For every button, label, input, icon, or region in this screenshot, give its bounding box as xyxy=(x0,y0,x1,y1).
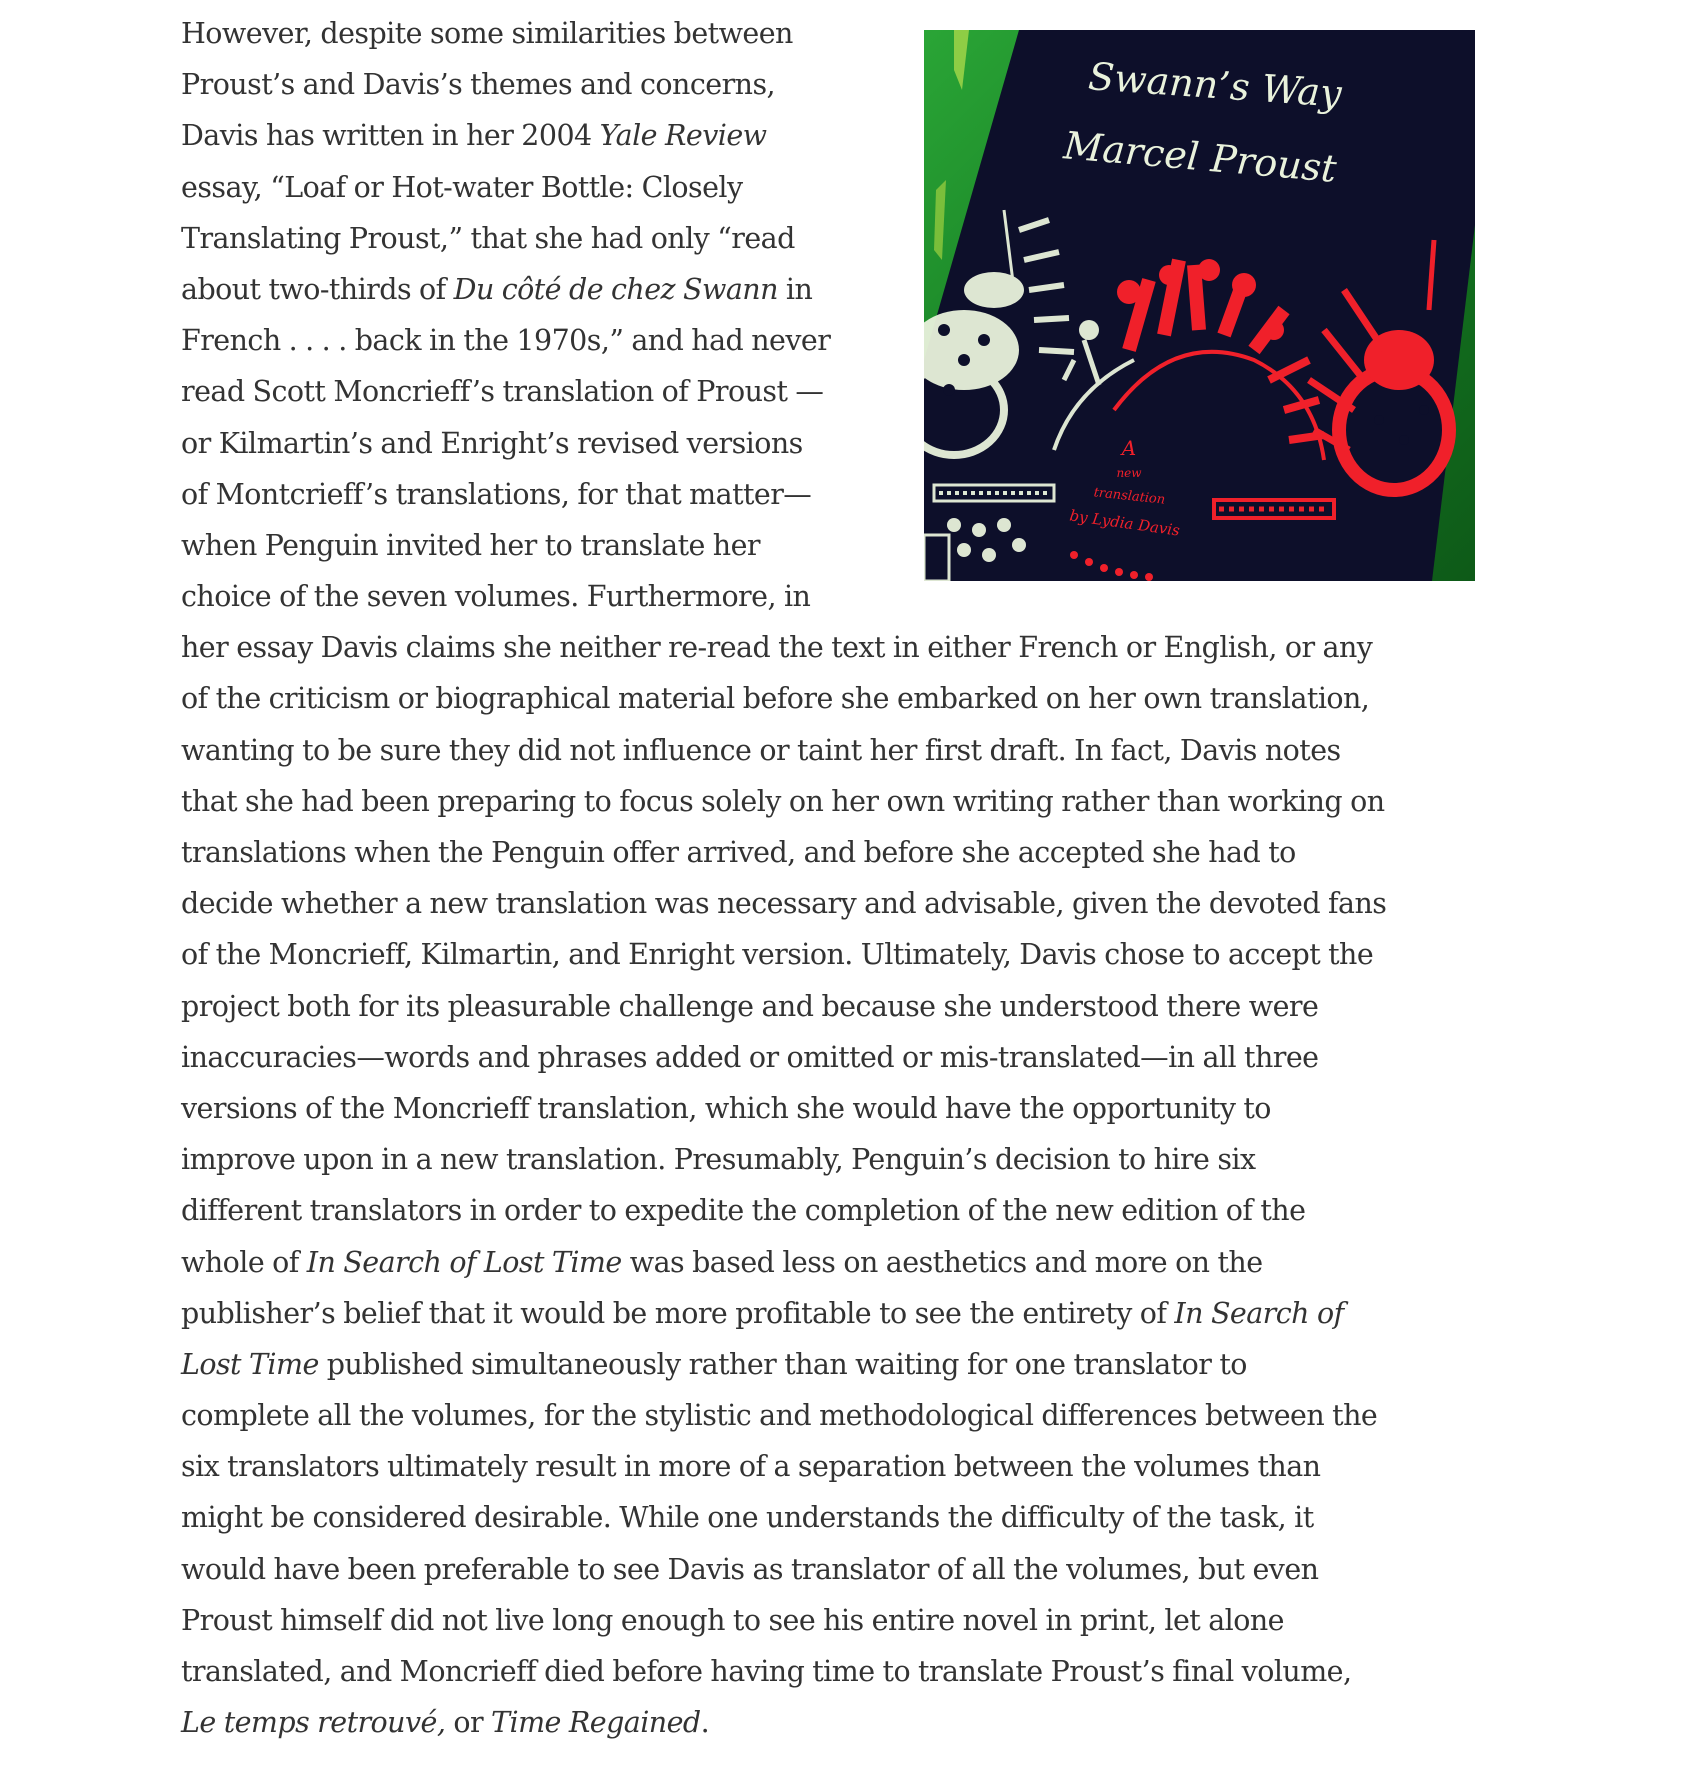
text-run: French . . . . back in the 1970s,” and had never xyxy=(181,324,831,358)
cover-tagline-a: A xyxy=(1121,436,1137,460)
text-line xyxy=(181,1185,1481,1236)
text-run: read Scott Moncrieff’s translation of Proust — xyxy=(181,375,824,409)
text-run: essay, “Loaf or Hot-water Bottle: Closely xyxy=(181,170,743,204)
book-cover-image xyxy=(924,30,1475,581)
text-run: Proust himself did not live long enough to see his entire novel in print, let alone xyxy=(181,1603,1284,1637)
text-line xyxy=(181,827,1481,878)
cover-tagline-translator: by Lydia Davis xyxy=(1068,506,1181,540)
text-line xyxy=(181,622,1481,673)
text-run: Translating Proust,” that she had only “read xyxy=(181,221,795,255)
text-run: would have been preferable to see Davis as translator of all the volumes, but even xyxy=(181,1552,1319,1586)
italic-title: In Search of xyxy=(1174,1296,1344,1330)
italic-title: Le temps retrouvé, xyxy=(181,1706,446,1740)
text-line xyxy=(181,1237,1481,1288)
italic-title: Yale Review xyxy=(599,119,767,153)
cover-tagline-new: new xyxy=(1116,466,1142,480)
italic-title: Du côté de chez Swann xyxy=(453,272,778,306)
cover-author: Marcel Proust xyxy=(1061,123,1339,191)
text-run: Proust’s and Davis’s themes and concerns, xyxy=(181,68,776,102)
text-line xyxy=(181,1083,1481,1134)
text-run: whole of xyxy=(181,1245,307,1279)
text-run: versions of the Moncrieff translation, which she would have the opportunity to xyxy=(181,1091,1271,1125)
text-run: published simultaneously rather than waiting for one translator to xyxy=(318,1347,1247,1381)
italic-title: Time Regained xyxy=(491,1706,701,1740)
text-line xyxy=(181,1595,1481,1646)
text-run: or xyxy=(445,1706,492,1740)
text-run: improve upon in a new translation. Presumably, Penguin’s decision to hire six xyxy=(181,1143,1256,1177)
text-run: or Kilmartin’s and Enright’s revised versions xyxy=(181,426,803,460)
text-line xyxy=(181,1441,1481,1492)
text-run: project both for its pleasurable challenge and because she understood there were xyxy=(181,989,1319,1023)
cover-tagline-translation: translation xyxy=(1092,485,1166,508)
text-run: wanting to be sure they did not influence or taint her first draft. In fact, Davis notes xyxy=(181,733,1341,767)
text-line xyxy=(181,1544,1481,1595)
text-run: when Penguin invited her to translate her xyxy=(181,528,760,562)
text-run: However, despite some similarities between xyxy=(181,17,793,50)
text-run: Davis has written in her 2004 xyxy=(181,119,600,153)
text-run: choice of the seven volumes. Furthermore, in xyxy=(181,580,811,614)
text-run: publisher’s belief that it would be more profitable to see the entirety of xyxy=(181,1296,1175,1330)
text-run: inaccuracies—words and phrases added or omitted or mis-translated—in all three xyxy=(181,1040,1319,1074)
italic-title: In Search of Lost Time xyxy=(306,1245,622,1279)
text-run: that she had been preparing to focus solely on her own writing rather than working on xyxy=(181,784,1385,818)
book-cover-illustration xyxy=(924,30,1475,581)
text-run: might be considered desirable. While one understands the difficulty of the task, it xyxy=(181,1501,1314,1535)
text-run: her essay Davis claims she neither re-read the text in either French or English, or any xyxy=(181,631,1373,665)
text-line xyxy=(181,673,1481,724)
text-line xyxy=(181,776,1481,827)
text-line xyxy=(181,1390,1481,1441)
text-run: translated, and Moncrieff died before having time to translate Proust’s final volume, xyxy=(181,1655,1352,1688)
italic-title: Lost Time xyxy=(181,1347,319,1381)
text-run: of Montcrieff’s translations, for that matter— xyxy=(181,477,812,511)
text-run: decide whether a new translation was necessary and advisable, given the devoted fans xyxy=(181,887,1387,921)
text-line xyxy=(181,981,1481,1032)
text-line xyxy=(181,1646,1481,1697)
text-run: in xyxy=(777,272,813,306)
text-line xyxy=(181,1134,1481,1185)
text-line xyxy=(181,1492,1481,1543)
text-line xyxy=(181,1697,1481,1748)
text-run: six translators ultimately result in more of a separation between the volumes than xyxy=(181,1450,1321,1484)
text-line xyxy=(181,878,1481,929)
text-run: was based less on aesthetics and more on the xyxy=(621,1245,1263,1279)
text-line xyxy=(181,1032,1481,1083)
text-line xyxy=(181,1339,1481,1390)
text-run: about two-thirds of xyxy=(181,272,454,306)
text-run: different translators in order to expedite the completion of the new edition of the xyxy=(181,1194,1306,1228)
text-line xyxy=(181,929,1481,980)
text-run: of the Moncrieff, Kilmartin, and Enright version. Ultimately, Davis chose to accept the xyxy=(181,938,1374,972)
text-run: . xyxy=(700,1706,710,1740)
text-line xyxy=(181,1288,1481,1339)
text-run: of the criticism or biographical material before she embarked on her own translation, xyxy=(181,682,1370,716)
text-line xyxy=(181,725,1481,776)
cover-title: Swann’s Way xyxy=(1086,54,1343,116)
text-run: translations when the Penguin offer arrived, and before she accepted she had to xyxy=(181,836,1296,869)
text-run: complete all the volumes, for the stylistic and methodological differences between the xyxy=(181,1399,1378,1433)
